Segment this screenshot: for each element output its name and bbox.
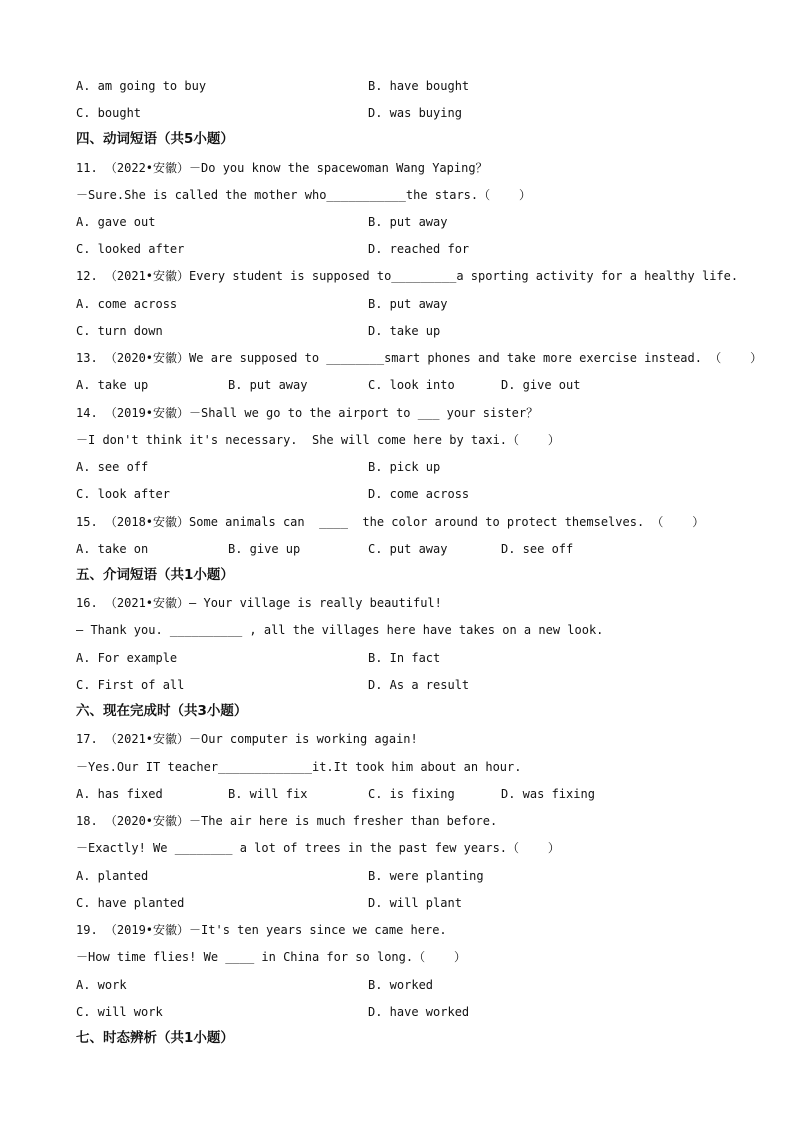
question-stem: 11. （2022•安徽）－Do you know the spacewoman Wang Yaping？ (76, 161, 488, 175)
option-b: B. give up (228, 542, 301, 556)
option-a: A. planted (76, 869, 149, 883)
question-line: －Sure.She is called the mother who___________the stars.（ ） (76, 188, 532, 202)
option-c: C. is fixing (368, 787, 455, 801)
option-a: A. see off (76, 460, 149, 474)
option-a: A. come across (76, 297, 178, 311)
option-c: C. put away (368, 542, 448, 556)
option-c: C. turn down (76, 324, 163, 338)
option-d: D. reached for (368, 242, 470, 256)
option-a: A. gave out (76, 215, 156, 229)
section-heading: 六、现在完成时（共3小题） (76, 703, 248, 719)
option-a: A. has fixed (76, 787, 163, 801)
question-line: －Yes.Our IT teacher_____________it.It took him about an hour. (76, 760, 522, 774)
option-a: A. work (76, 978, 127, 992)
option-b: B. worked (368, 978, 434, 992)
question-line: －I don't think it's necessary. She will come here by taxi.（ ） (76, 433, 560, 447)
question-stem: 16. （2021•安徽）— Your village is really beautiful! (76, 596, 442, 610)
question-stem: 12. （2021•安徽）Every student is supposed to_________a sporting activity for a healthy life. (76, 269, 739, 283)
option-c: C. look after (76, 487, 170, 501)
option-a: A. am going to buy (76, 79, 207, 93)
option-c: C. have planted (76, 896, 185, 910)
option-b: B. have bought (368, 79, 470, 93)
question-stem: 15. （2018•安徽）Some animals can ____ the color around to protect themselves. （ ） (76, 515, 705, 529)
section-heading: 五、介词短语（共1小题） (76, 567, 234, 583)
question-line: — Thank you. __________ , all the villages here have takes on a new look. (76, 623, 604, 637)
option-a: A. For example (76, 651, 178, 665)
option-b: B. put away (228, 378, 308, 392)
option-a: A. take on (76, 542, 149, 556)
option-b: B. were planting (368, 869, 484, 883)
option-b: B. will fix (228, 787, 308, 801)
option-d: D. take up (368, 324, 441, 338)
option-c: C. look into (368, 378, 455, 392)
option-a: A. take up (76, 378, 149, 392)
option-c: C. bought (76, 106, 142, 120)
question-stem: 18. （2020•安徽）－The air here is much fresher than before. (76, 814, 498, 828)
option-d: D. will plant (368, 896, 462, 910)
option-d: D. give out (501, 378, 581, 392)
section-heading: 七、时态辨析（共1小题） (76, 1030, 234, 1046)
question-stem: 14. （2019•安徽）－Shall we go to the airport to ___ your sister？ (76, 406, 539, 420)
option-c: C. First of all (76, 678, 185, 692)
option-d: D. have worked (368, 1005, 470, 1019)
option-b: B. In fact (368, 651, 441, 665)
option-b: B. put away (368, 215, 448, 229)
option-d: D. see off (501, 542, 574, 556)
section-heading: 四、动词短语（共5小题） (76, 131, 234, 147)
question-stem: 17. （2021•安徽）－Our computer is working again! (76, 732, 418, 746)
question-stem: 13. （2020•安徽）We are supposed to ________smart phones and take more exercise instead. （ ） (76, 351, 763, 365)
option-d: D. come across (368, 487, 470, 501)
option-c: C. will work (76, 1005, 163, 1019)
question-stem: 19. （2019•安徽）－It's ten years since we came here. (76, 923, 447, 937)
option-b: B. pick up (368, 460, 441, 474)
option-d: D. As a result (368, 678, 470, 692)
option-b: B. put away (368, 297, 448, 311)
question-line: －How time flies! We ____ in China for so long.（ ） (76, 950, 467, 964)
option-d: D. was buying (368, 106, 462, 120)
option-c: C. looked after (76, 242, 185, 256)
question-line: －Exactly! We ________ a lot of trees in the past few years.（ ） (76, 841, 560, 855)
option-d: D. was fixing (501, 787, 595, 801)
